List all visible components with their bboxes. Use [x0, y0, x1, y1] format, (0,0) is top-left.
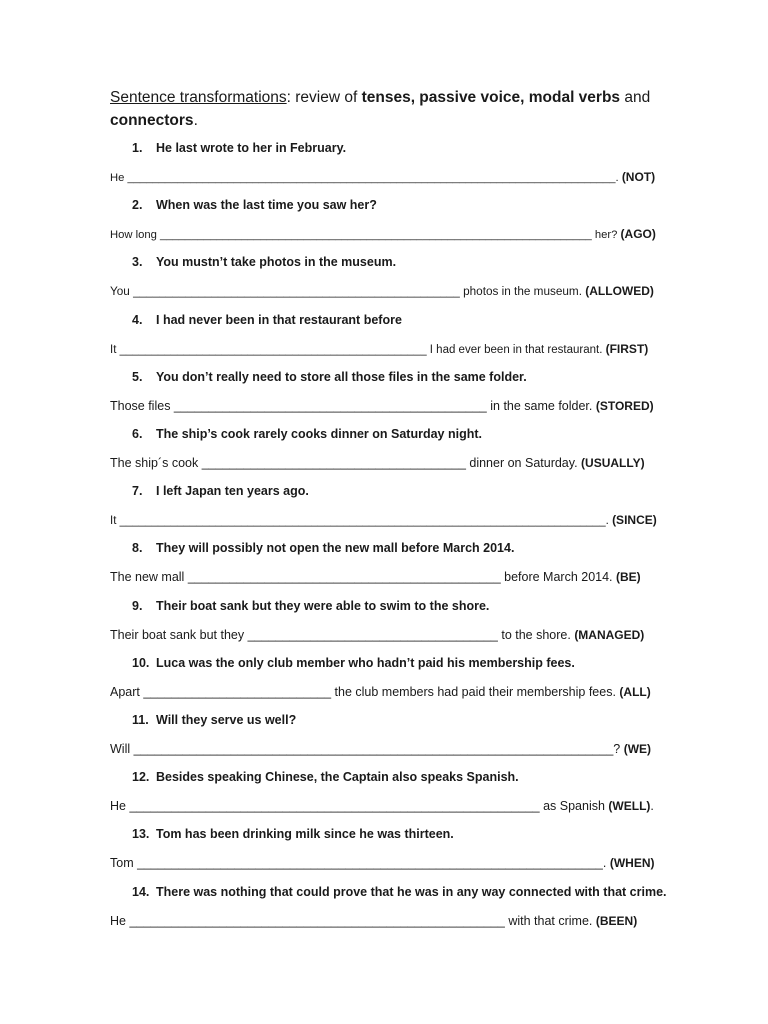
- keyword-hint: (BEEN): [595, 913, 638, 928]
- answer-prefix: The ship´s cook: [110, 456, 202, 470]
- exercise-question: [132, 827, 454, 841]
- exercise-number: 13.: [132, 827, 150, 842]
- answer-suffix: before March 2014.: [500, 570, 617, 585]
- exercise-question: [132, 141, 346, 155]
- exercise-number: 14.: [132, 884, 150, 899]
- title-topics: tenses, passive voice, modal verbs: [361, 89, 621, 106]
- exercise-question: [132, 255, 396, 269]
- answer-suffix: the club members had paid their membership fees.: [331, 684, 620, 699]
- exercise-question: [132, 770, 519, 784]
- answer-blank[interactable]: _____________________________________________________________________: [133, 742, 614, 756]
- exercise-number: 11.: [132, 713, 149, 727]
- answer-prefix: He: [110, 172, 128, 184]
- answer-blank[interactable]: ___________________________________________________________: [129, 799, 540, 814]
- answer-line: [110, 742, 658, 756]
- exercise-number: 10.: [132, 655, 150, 670]
- answer-suffix: her?: [591, 229, 621, 242]
- answer-suffix: .: [615, 172, 622, 184]
- answer-prefix: It: [110, 515, 120, 528]
- answer-prefix: He: [110, 799, 130, 814]
- answer-line: [110, 914, 658, 928]
- answer-prefix: Will: [110, 742, 134, 756]
- exercise-number: 6.: [132, 427, 143, 441]
- answer-suffix: in the same folder.: [486, 398, 596, 413]
- exercise-number: 3.: [132, 255, 143, 270]
- question-text: I had never been in that restaurant before: [156, 312, 402, 327]
- title-main: Sentence transformations: [110, 89, 287, 106]
- answer-line: [110, 399, 658, 413]
- keyword-hint: (WE): [623, 742, 652, 756]
- answer-prefix: The new mall: [110, 570, 188, 585]
- exercise-number: 9.: [132, 598, 143, 613]
- answer-blank[interactable]: _____________________________________________: [173, 398, 487, 413]
- answer-line: [110, 342, 658, 356]
- answer-line: [110, 628, 658, 642]
- answer-line: [110, 685, 658, 699]
- question-text: The ship’s cook rarely cooks dinner on Saturday night.: [156, 427, 482, 441]
- exercise-number: 4.: [132, 312, 143, 327]
- keyword-hint: (MANAGED): [574, 627, 645, 642]
- answer-line: [110, 570, 658, 584]
- answer-suffix: ?: [613, 742, 624, 756]
- exercise-question: [132, 370, 527, 384]
- question-text: You don’t really need to store all those files in the same folder.: [156, 369, 527, 384]
- keyword-hint: (STORED): [595, 398, 654, 413]
- exercise-question: [132, 713, 296, 727]
- answer-line: [110, 227, 658, 241]
- worksheet-title: [110, 86, 670, 132]
- question-text: Their boat sank but they were able to swim to the shore.: [156, 598, 490, 613]
- keyword-hint: (NOT): [621, 170, 656, 184]
- question-text: When was the last time you saw her?: [156, 198, 377, 213]
- answer-prefix: Those files: [110, 398, 174, 413]
- question-text: Besides speaking Chinese, the Captain also speaks Spanish.: [156, 770, 519, 785]
- answer-blank[interactable]: ________________________________________________: [119, 343, 427, 356]
- answer-line: [110, 513, 658, 527]
- exercise-number: 1.: [132, 141, 143, 155]
- answer-line: [110, 284, 658, 298]
- question-text: There was nothing that could prove that he was in any way connected with that crime.: [156, 884, 667, 899]
- answer-prefix: Apart: [110, 684, 144, 699]
- exercise-question: [132, 599, 489, 613]
- exercise-number: 8.: [132, 541, 143, 556]
- answer-blank[interactable]: _____________________________________________________________________: [160, 229, 592, 242]
- answer-blank[interactable]: ______________________________________________________________________________: [127, 172, 616, 184]
- exercise-question: [132, 484, 309, 498]
- answer-prefix: Tom: [110, 856, 138, 871]
- answer-line: [110, 799, 658, 813]
- exercise-question: [132, 427, 482, 441]
- question-text: Luca was the only club member who hadn’t paid his membership fees.: [156, 655, 575, 670]
- exercise-number: 12.: [132, 770, 150, 785]
- keyword-hint: (WELL): [608, 799, 651, 814]
- title-period: .: [193, 112, 198, 129]
- question-text: I left Japan ten years ago.: [156, 484, 309, 499]
- answer-blank[interactable]: ___________________________: [143, 684, 332, 699]
- question-text: You mustn’t take photos in the museum.: [156, 255, 397, 270]
- answer-prefix: It: [110, 343, 120, 356]
- keyword-hint: (USUALLY): [581, 456, 645, 470]
- answer-blank[interactable]: ______________________________________________________: [129, 913, 505, 928]
- answer-prefix: Their boat sank but they: [110, 627, 248, 642]
- answer-suffix: as Spanish: [539, 799, 609, 814]
- keyword-hint: (ALLOWED): [585, 284, 654, 299]
- exercise-question: [132, 656, 575, 670]
- answer-suffix: with that crime.: [504, 913, 596, 928]
- answer-blank[interactable]: _____________________________________________: [187, 570, 501, 585]
- keyword-hint: (BE): [616, 570, 641, 585]
- question-text: He last wrote to her in February.: [156, 141, 347, 155]
- title-and: and: [620, 89, 651, 106]
- answer-suffix: .: [602, 856, 610, 871]
- answer-line: [110, 170, 658, 184]
- exercise-question: [132, 313, 402, 327]
- answer-prefix: He: [110, 913, 130, 928]
- exercise-question: [132, 198, 377, 212]
- exercise-question: [132, 885, 667, 899]
- question-text: They will possibly not open the new mall before March 2014.: [156, 541, 515, 556]
- answer-line: [110, 856, 658, 870]
- answer-line: [110, 456, 658, 470]
- answer-tail: .: [650, 799, 654, 814]
- answer-blank[interactable]: ____________________________________________________________________________: [119, 515, 606, 528]
- answer-suffix: dinner on Saturday.: [465, 456, 582, 470]
- question-text: Will they serve us well?: [156, 713, 297, 727]
- keyword-hint: (SINCE): [612, 513, 657, 528]
- answer-suffix: .: [605, 515, 613, 528]
- answer-suffix: I had ever been in that restaurant.: [426, 343, 606, 356]
- answer-blank[interactable]: ___________________________________________________________________: [137, 856, 603, 871]
- answer-suffix: photos in the museum.: [459, 285, 586, 299]
- question-text: Tom has been drinking milk since he was thirteen.: [156, 827, 454, 842]
- keyword-hint: (WHEN): [609, 856, 655, 871]
- keyword-hint: (ALL): [619, 684, 651, 699]
- answer-prefix: How long: [110, 229, 161, 242]
- answer-suffix: to the shore.: [497, 627, 575, 642]
- answer-prefix: You: [110, 285, 134, 299]
- keyword-hint: (AGO): [620, 227, 656, 242]
- answer-blank[interactable]: ______________________________________: [201, 456, 466, 470]
- title-review: : review of: [286, 89, 362, 106]
- answer-blank[interactable]: __________________________________________________: [133, 285, 460, 299]
- keyword-hint: (FIRST): [605, 341, 649, 356]
- exercise-number: 7.: [132, 484, 143, 499]
- title-connectors: connectors: [110, 112, 194, 129]
- exercise-number: 5.: [132, 369, 143, 384]
- answer-blank[interactable]: ____________________________________: [247, 627, 498, 642]
- exercise-number: 2.: [132, 198, 143, 213]
- exercise-question: [132, 541, 514, 555]
